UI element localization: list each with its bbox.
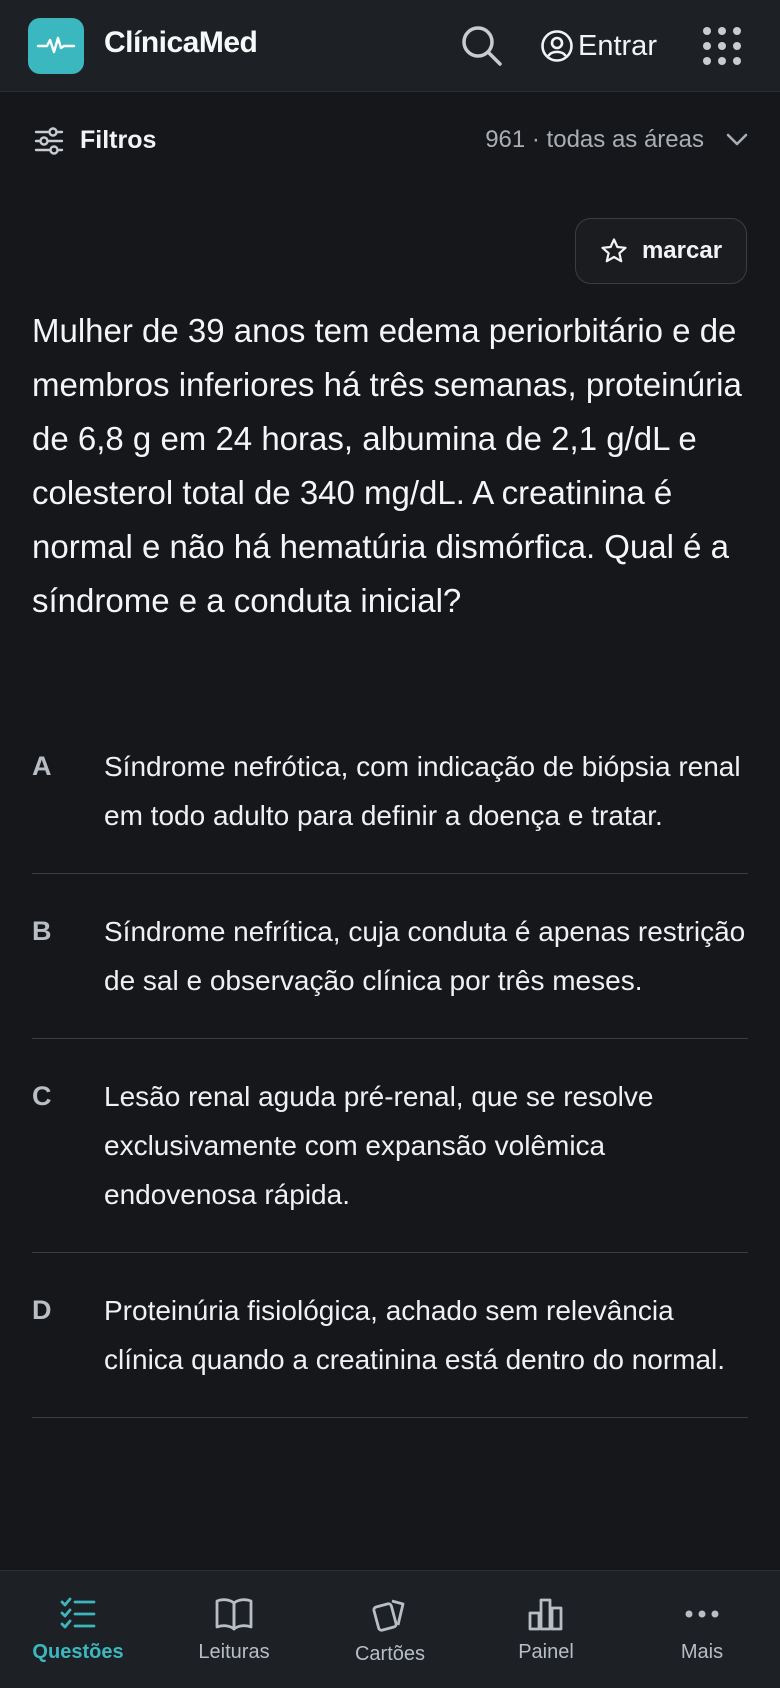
nav-label: Painel: [518, 1641, 574, 1663]
mark-label: marcar: [641, 237, 723, 264]
star-icon: [600, 237, 628, 265]
search-icon: [458, 22, 506, 70]
checklist-icon: [60, 1597, 96, 1631]
answer-options: [32, 728, 748, 1418]
cards-icon: [370, 1597, 410, 1633]
top-bar: [0, 0, 780, 92]
more-dots-icon: [684, 1597, 720, 1631]
apps-menu-button[interactable]: [700, 24, 744, 68]
filter-summary: 961 · todas as áreas: [485, 126, 704, 153]
option-letter: D: [32, 1295, 52, 1325]
login-button[interactable]: [540, 24, 657, 68]
app-brand[interactable]: ClínicaMed: [104, 26, 258, 59]
option-text: Lesão renal aguda pré-renal, que se resolve exclusivamente com expansão volêmica endovenosa rápida.: [104, 1081, 654, 1210]
nav-label: Leituras: [198, 1641, 270, 1663]
option-text: Proteinúria fisiológica, achado sem relevância clínica quando a creatinina está dentro do normal.: [104, 1295, 726, 1375]
filters-label: Filtros: [80, 126, 157, 154]
pulse-icon: [36, 34, 76, 58]
answer-option-b[interactable]: [32, 874, 748, 1039]
bar-chart-icon: [527, 1597, 565, 1631]
search-button[interactable]: [458, 22, 506, 70]
filters-button[interactable]: [34, 126, 156, 155]
option-text: Síndrome nefrótica, com indicação de biópsia renal em todo adulto para definir a doença e tratar.: [104, 751, 741, 831]
filter-bar: [0, 92, 780, 196]
question-text: Mulher de 39 anos tem edema periorbitário e de membros inferiores há três semanas, proteinúria de 6,8 g em 24 horas, albumina de 2,1 g/dL e colesterol total de 340 mg/dL. A creatinina é normal e não há hematúria dismórfica. Qual é a síndrome e a conduta inicial?: [32, 312, 742, 619]
nav-item-mais[interactable]: [624, 1571, 780, 1688]
bottom-nav: [0, 1570, 780, 1688]
answer-option-d[interactable]: [32, 1253, 748, 1418]
chevron-down-icon: [726, 133, 748, 147]
nav-item-leituras[interactable]: [156, 1571, 312, 1688]
book-icon: [214, 1597, 254, 1631]
nav-item-cartoes[interactable]: [312, 1571, 468, 1688]
login-label: Entrar: [578, 29, 657, 62]
sliders-icon: [34, 127, 64, 155]
option-letter: A: [32, 751, 52, 781]
mark-button[interactable]: [575, 218, 747, 284]
nav-label: Mais: [680, 1641, 724, 1663]
option-text: Síndrome nefrítica, cuja conduta é apenas restrição de sal e observação clínica por três meses.: [104, 916, 746, 996]
user-circle-icon: [540, 29, 574, 63]
answer-option-c[interactable]: [32, 1039, 748, 1253]
answer-option-a[interactable]: [32, 728, 748, 874]
nav-item-questoes[interactable]: [0, 1571, 156, 1688]
nav-item-painel[interactable]: [468, 1571, 624, 1688]
nav-label: Cartões: [354, 1643, 426, 1665]
grid-dots-icon: [700, 24, 744, 68]
option-letter: B: [32, 916, 52, 946]
filter-summary-dropdown[interactable]: [485, 126, 748, 154]
app-logo[interactable]: [28, 18, 84, 74]
nav-label: Questões: [32, 1641, 124, 1663]
option-letter: C: [32, 1081, 52, 1111]
